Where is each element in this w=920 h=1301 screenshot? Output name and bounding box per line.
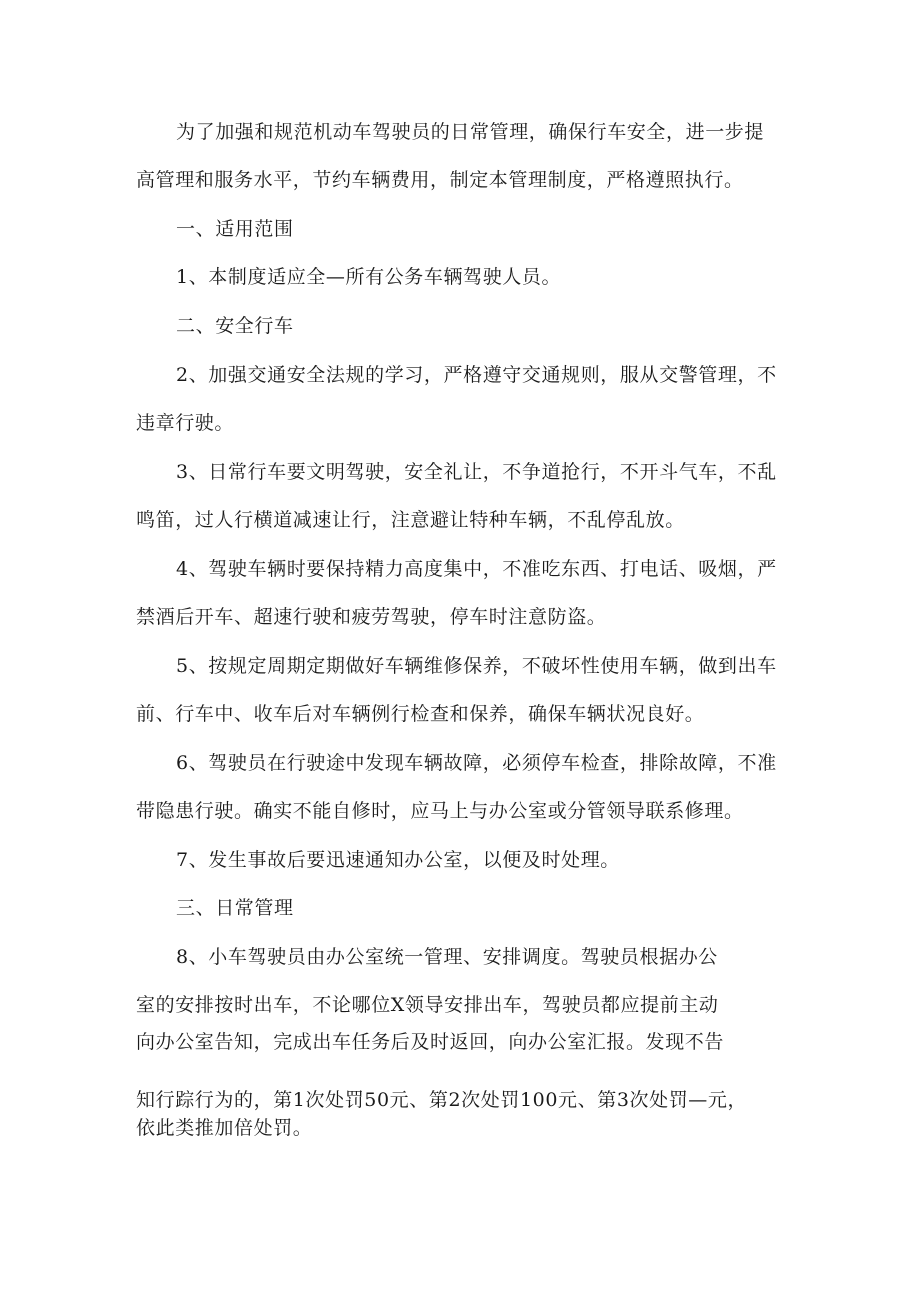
clause-8-line-2: 室的安排按时出车，不论哪位X领导安排出车，驾驶员都应提前主动	[136, 994, 719, 1016]
clause-5-line-2: 前、行车中、收车后对车辆例行检查和保养，确保车辆状况良好。	[136, 703, 705, 725]
clause-8-line-4: 知行踪行为的，第1次处罚50元、第2次处罚100元、第3次处罚—元，	[136, 1089, 748, 1111]
section-heading-safe-driving: 二、安全行车	[176, 315, 294, 337]
clause-4-line-2: 禁酒后开车、超速行驶和疲劳驾驶，停车时注意防盗。	[136, 606, 607, 628]
clause-8-line-3: 向办公室告知，完成出车任务后及时返回，向办公室汇报。发现不告	[136, 1031, 725, 1053]
clause-2-line-1: 2、加强交通安全法规的学习，严格遵守交通规则，服从交警管理，不	[176, 364, 777, 386]
section-heading-daily-management: 三、日常管理	[176, 897, 294, 919]
clause-5-line-1: 5、按规定周期定期做好车辆维修保养，不破坏性使用车辆，做到出车	[176, 655, 777, 677]
clause-3-line-1: 3、日常行车要文明驾驶，安全礼让，不争道抢行，不开斗气车，不乱	[176, 461, 777, 483]
clause-1: 1、本制度适应全—所有公务车辆驾驶人员。	[176, 266, 562, 288]
section-heading-scope: 一、适用范围	[176, 218, 294, 240]
clause-6-line-2: 带隐患行驶。确实不能自修时，应马上与办公室或分管领导联系修理。	[136, 800, 744, 822]
clause-8-line-1: 8、小车驾驶员由办公室统一管理、安排调度。驾驶员根据办公	[176, 946, 718, 968]
intro-line-1: 为了加强和规范机动车驾驶员的日常管理，确保行车安全，进一步提	[176, 121, 765, 143]
clause-8-line-5: 依此类推加倍处罚。	[136, 1117, 313, 1139]
intro-line-2: 高管理和服务水平，节约车辆费用，制定本管理制度，严格遵照执行。	[136, 169, 744, 191]
clause-3-line-2: 鸣笛，过人行横道减速让行，注意避让特种车辆，不乱停乱放。	[136, 509, 685, 531]
clause-4-line-1: 4、驾驶车辆时要保持精力高度集中，不准吃东西、打电话、吸烟，严	[176, 558, 777, 580]
clause-7: 7、发生事故后要迅速通知办公室，以便及时处理。	[176, 849, 620, 871]
clause-2-line-2: 违章行驶。	[136, 412, 235, 434]
clause-6-line-1: 6、驾驶员在行驶途中发现车辆故障，必须停车检查，排除故障，不准	[176, 752, 777, 774]
